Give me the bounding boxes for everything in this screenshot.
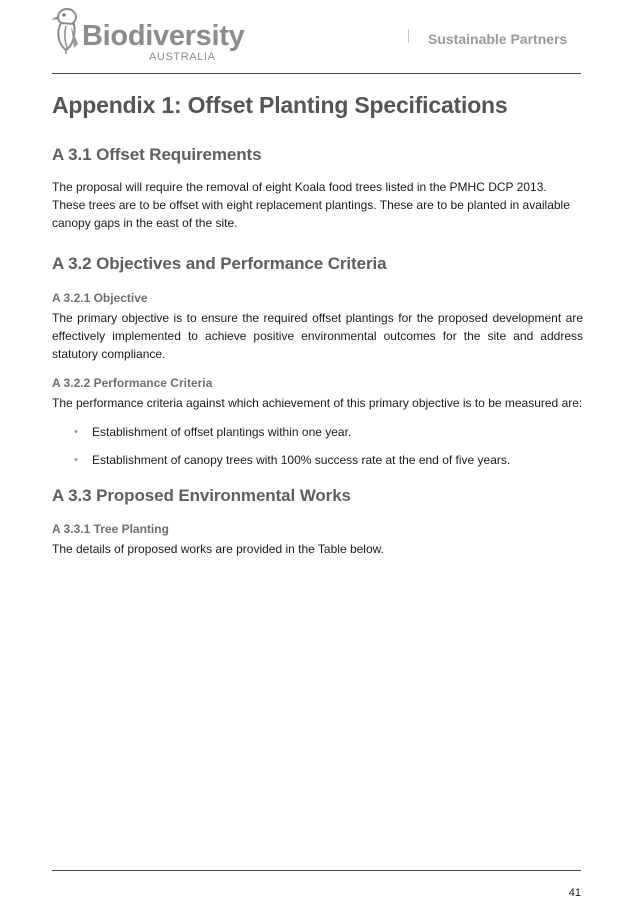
header-rule bbox=[52, 73, 581, 74]
section-3-3-body: The details of proposed works are provided in the Table below. bbox=[52, 542, 384, 556]
section-heading-3-2: A 3.2 Objectives and Performance Criteria bbox=[52, 254, 387, 273]
section-heading-3-3: A 3.3 Proposed Environmental Works bbox=[52, 486, 351, 505]
subsection-heading-3-3-1: A 3.3.1 Tree Planting bbox=[52, 522, 169, 536]
kookaburra-logo-icon bbox=[52, 4, 86, 54]
logo-subtitle: AUSTRALIA bbox=[149, 51, 216, 63]
objective-body: The primary objective is to ensure the required offset plantings for the proposed development are effectively implemented to achieve positive environmental outcomes for the site and address statutory compliance. bbox=[52, 311, 583, 361]
section-heading-3-1: A 3.1 Offset Requirements bbox=[52, 145, 262, 164]
page-content bbox=[52, 90, 583, 558]
biodiversity-australia-logo bbox=[52, 4, 245, 64]
subsection-heading-3-2-1: A 3.2.1 Objective bbox=[52, 291, 148, 305]
page-header bbox=[0, 0, 636, 80]
list-item bbox=[52, 451, 583, 469]
page-number: 41 bbox=[568, 887, 581, 899]
performance-criteria-list bbox=[52, 423, 583, 469]
bullet-icon: • bbox=[74, 426, 78, 438]
footer-rule bbox=[52, 870, 581, 871]
page-title: Appendix 1: Offset Planting Specifications bbox=[52, 92, 508, 118]
tagline-divider bbox=[408, 29, 409, 43]
section-3-1-body: The proposal will require the removal of eight Koala food trees listed in the PMHC DCP 2013. These trees are to be offset with eight replacement plantings. These are to be planted in available canopy gaps in the east of the site. bbox=[52, 180, 570, 230]
criteria-body: The performance criteria against which achievement of this primary objective is to be measured are: bbox=[52, 396, 583, 410]
logo-wordmark: Biodiversity bbox=[82, 20, 245, 52]
list-item bbox=[52, 423, 583, 441]
bullet-icon: • bbox=[74, 454, 78, 466]
subsection-heading-3-2-2: A 3.2.2 Performance Criteria bbox=[52, 376, 213, 390]
list-item-text: Establishment of canopy trees with 100% success rate at the end of five years. bbox=[92, 453, 511, 467]
header-tagline: Sustainable Partners bbox=[428, 31, 568, 47]
list-item-text: Establishment of offset plantings within one year. bbox=[92, 425, 352, 439]
